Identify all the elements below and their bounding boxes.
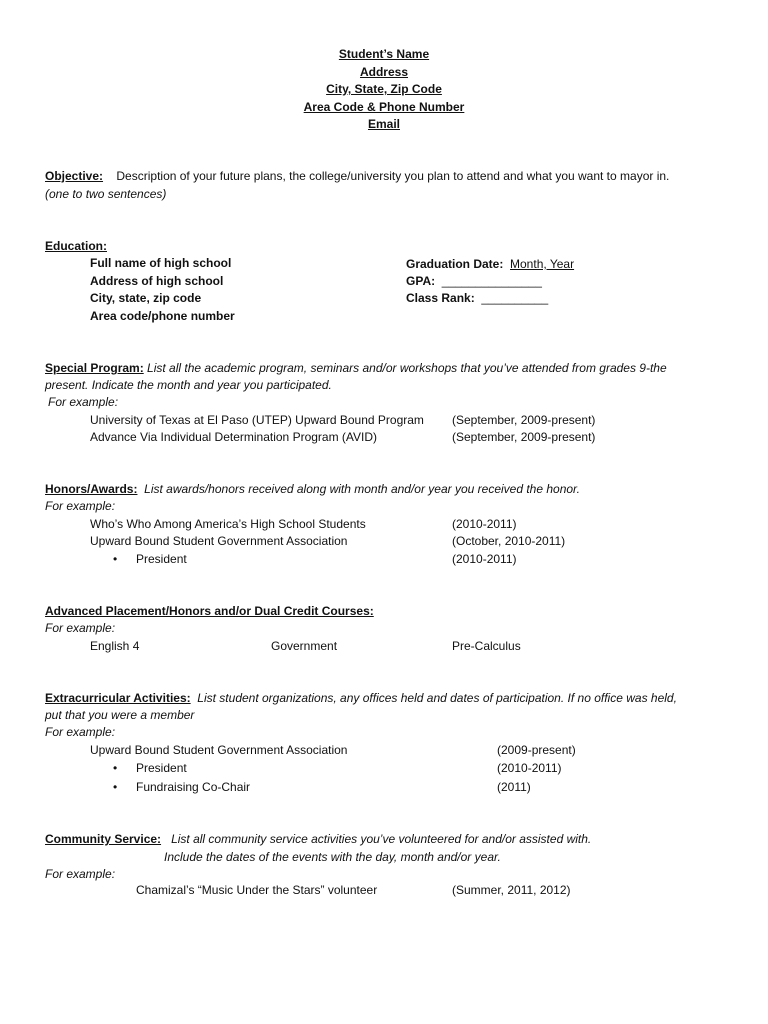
class-rank-blank: __________: [481, 291, 549, 305]
extracurricular-org-name: Upward Bound Student Government Association: [90, 743, 348, 757]
special-program-item-name: Advance Via Individual Determination Program (AVID): [90, 430, 378, 444]
honors-sub-item-name: President: [136, 552, 187, 566]
honors-example-label: For example:: [45, 499, 116, 513]
phone-line: Area Code & Phone Number: [303, 99, 465, 114]
community-description: List all community service activities you’ve volunteered for and/or assisted with.: [171, 832, 592, 846]
objective-heading: Objective:: [45, 169, 104, 183]
objective-description: Description of your future plans, the college/university you plan to attend and what you want to mayor in.: [116, 169, 670, 183]
ap-example-label: For example:: [45, 621, 116, 635]
special-program-description-2: present. Indicate the month and year you participated.: [45, 378, 332, 392]
graduation-date-value: Month, Year: [510, 257, 575, 271]
ap-heading: Advanced Placement/Honors and/or Dual Credit Courses:: [45, 604, 374, 618]
bullet-icon: •: [113, 761, 118, 775]
education-school-name: Full name of high school: [90, 256, 232, 270]
community-heading: Community Service:: [45, 832, 162, 846]
gpa-label: GPA:: [406, 274, 436, 288]
bullet-icon: •: [113, 552, 118, 566]
special-program-example-label: For example:: [48, 395, 119, 409]
extracurricular-example-label: For example:: [45, 725, 116, 739]
education-heading: Education:: [45, 239, 107, 253]
ap-course: English 4: [90, 639, 140, 653]
address-line: Address: [359, 64, 409, 79]
objective-line: [45, 168, 669, 185]
special-program-item-date: (September, 2009-present): [452, 430, 596, 444]
honors-item-name: Who’s Who Among America’s High School Students: [90, 517, 366, 531]
extracurricular-sub-item-name: Fundraising Co-Chair: [136, 780, 251, 794]
honors-item-name: Upward Bound Student Government Association: [90, 534, 348, 548]
education-school-address: Address of high school: [90, 274, 224, 288]
class-rank-label: Class Rank:: [406, 291, 475, 305]
extracurricular-line: [45, 690, 677, 707]
honors-description: List awards/honors received along with month and/or year you received the honor.: [144, 482, 580, 496]
class-rank-row: [406, 290, 548, 307]
special-program-line: [45, 360, 667, 377]
graduation-date-row: [406, 256, 574, 273]
honors-item-date: (2010-2011): [452, 517, 517, 531]
ap-course: Pre-Calculus: [452, 639, 521, 653]
community-example-label: For example:: [45, 867, 116, 881]
education-city-state-zip: City, state, zip code: [90, 291, 202, 305]
extracurricular-sub-item-date: (2010-2011): [497, 761, 562, 775]
extracurricular-description: List student organizations, any offices held and dates of participation. If no office was held,: [197, 691, 677, 705]
special-program-item-name: University of Texas at El Paso (UTEP) Upward Bound Program: [90, 413, 424, 427]
gpa-row: [406, 273, 542, 290]
honors-line: [45, 481, 580, 498]
gpa-blank: _______________: [441, 274, 542, 288]
honors-item-date: (October, 2010-2011): [452, 534, 566, 548]
extracurricular-heading: Extracurricular Activities:: [45, 691, 191, 705]
extracurricular-sub-item-name: President: [136, 761, 187, 775]
community-item-date: (Summer, 2011, 2012): [452, 883, 571, 897]
community-description-2: Include the dates of the events with the day, month and/or year.: [164, 850, 501, 864]
bullet-icon: •: [113, 780, 118, 794]
extracurricular-sub-item-date: (2011): [497, 780, 531, 794]
city-state-zip-line: City, State, Zip Code: [326, 82, 442, 96]
graduation-date-label: Graduation Date:: [406, 257, 504, 271]
community-item-name: Chamizal’s “Music Under the Stars” volunteer: [136, 883, 378, 897]
contact-header: [0, 46, 768, 134]
special-program-description: List all the academic program, seminars and/or workshops that you’ve attended from grades 9-the: [147, 361, 667, 375]
email-line: Email: [367, 117, 400, 131]
education-phone: Area code/phone number: [90, 309, 235, 323]
special-program-heading: Special Program:: [45, 361, 144, 375]
student-name: Student’s Name: [338, 47, 430, 61]
honors-heading: Honors/Awards:: [45, 482, 138, 496]
ap-course: Government: [271, 639, 338, 653]
community-line: [45, 831, 591, 848]
honors-sub-item-date: (2010-2011): [452, 552, 517, 566]
objective-note: (one to two sentences): [45, 187, 167, 201]
extracurricular-description-2: put that you were a member: [45, 708, 195, 722]
special-program-item-date: (September, 2009-present): [452, 413, 596, 427]
extracurricular-org-date: (2009-present): [497, 743, 576, 757]
